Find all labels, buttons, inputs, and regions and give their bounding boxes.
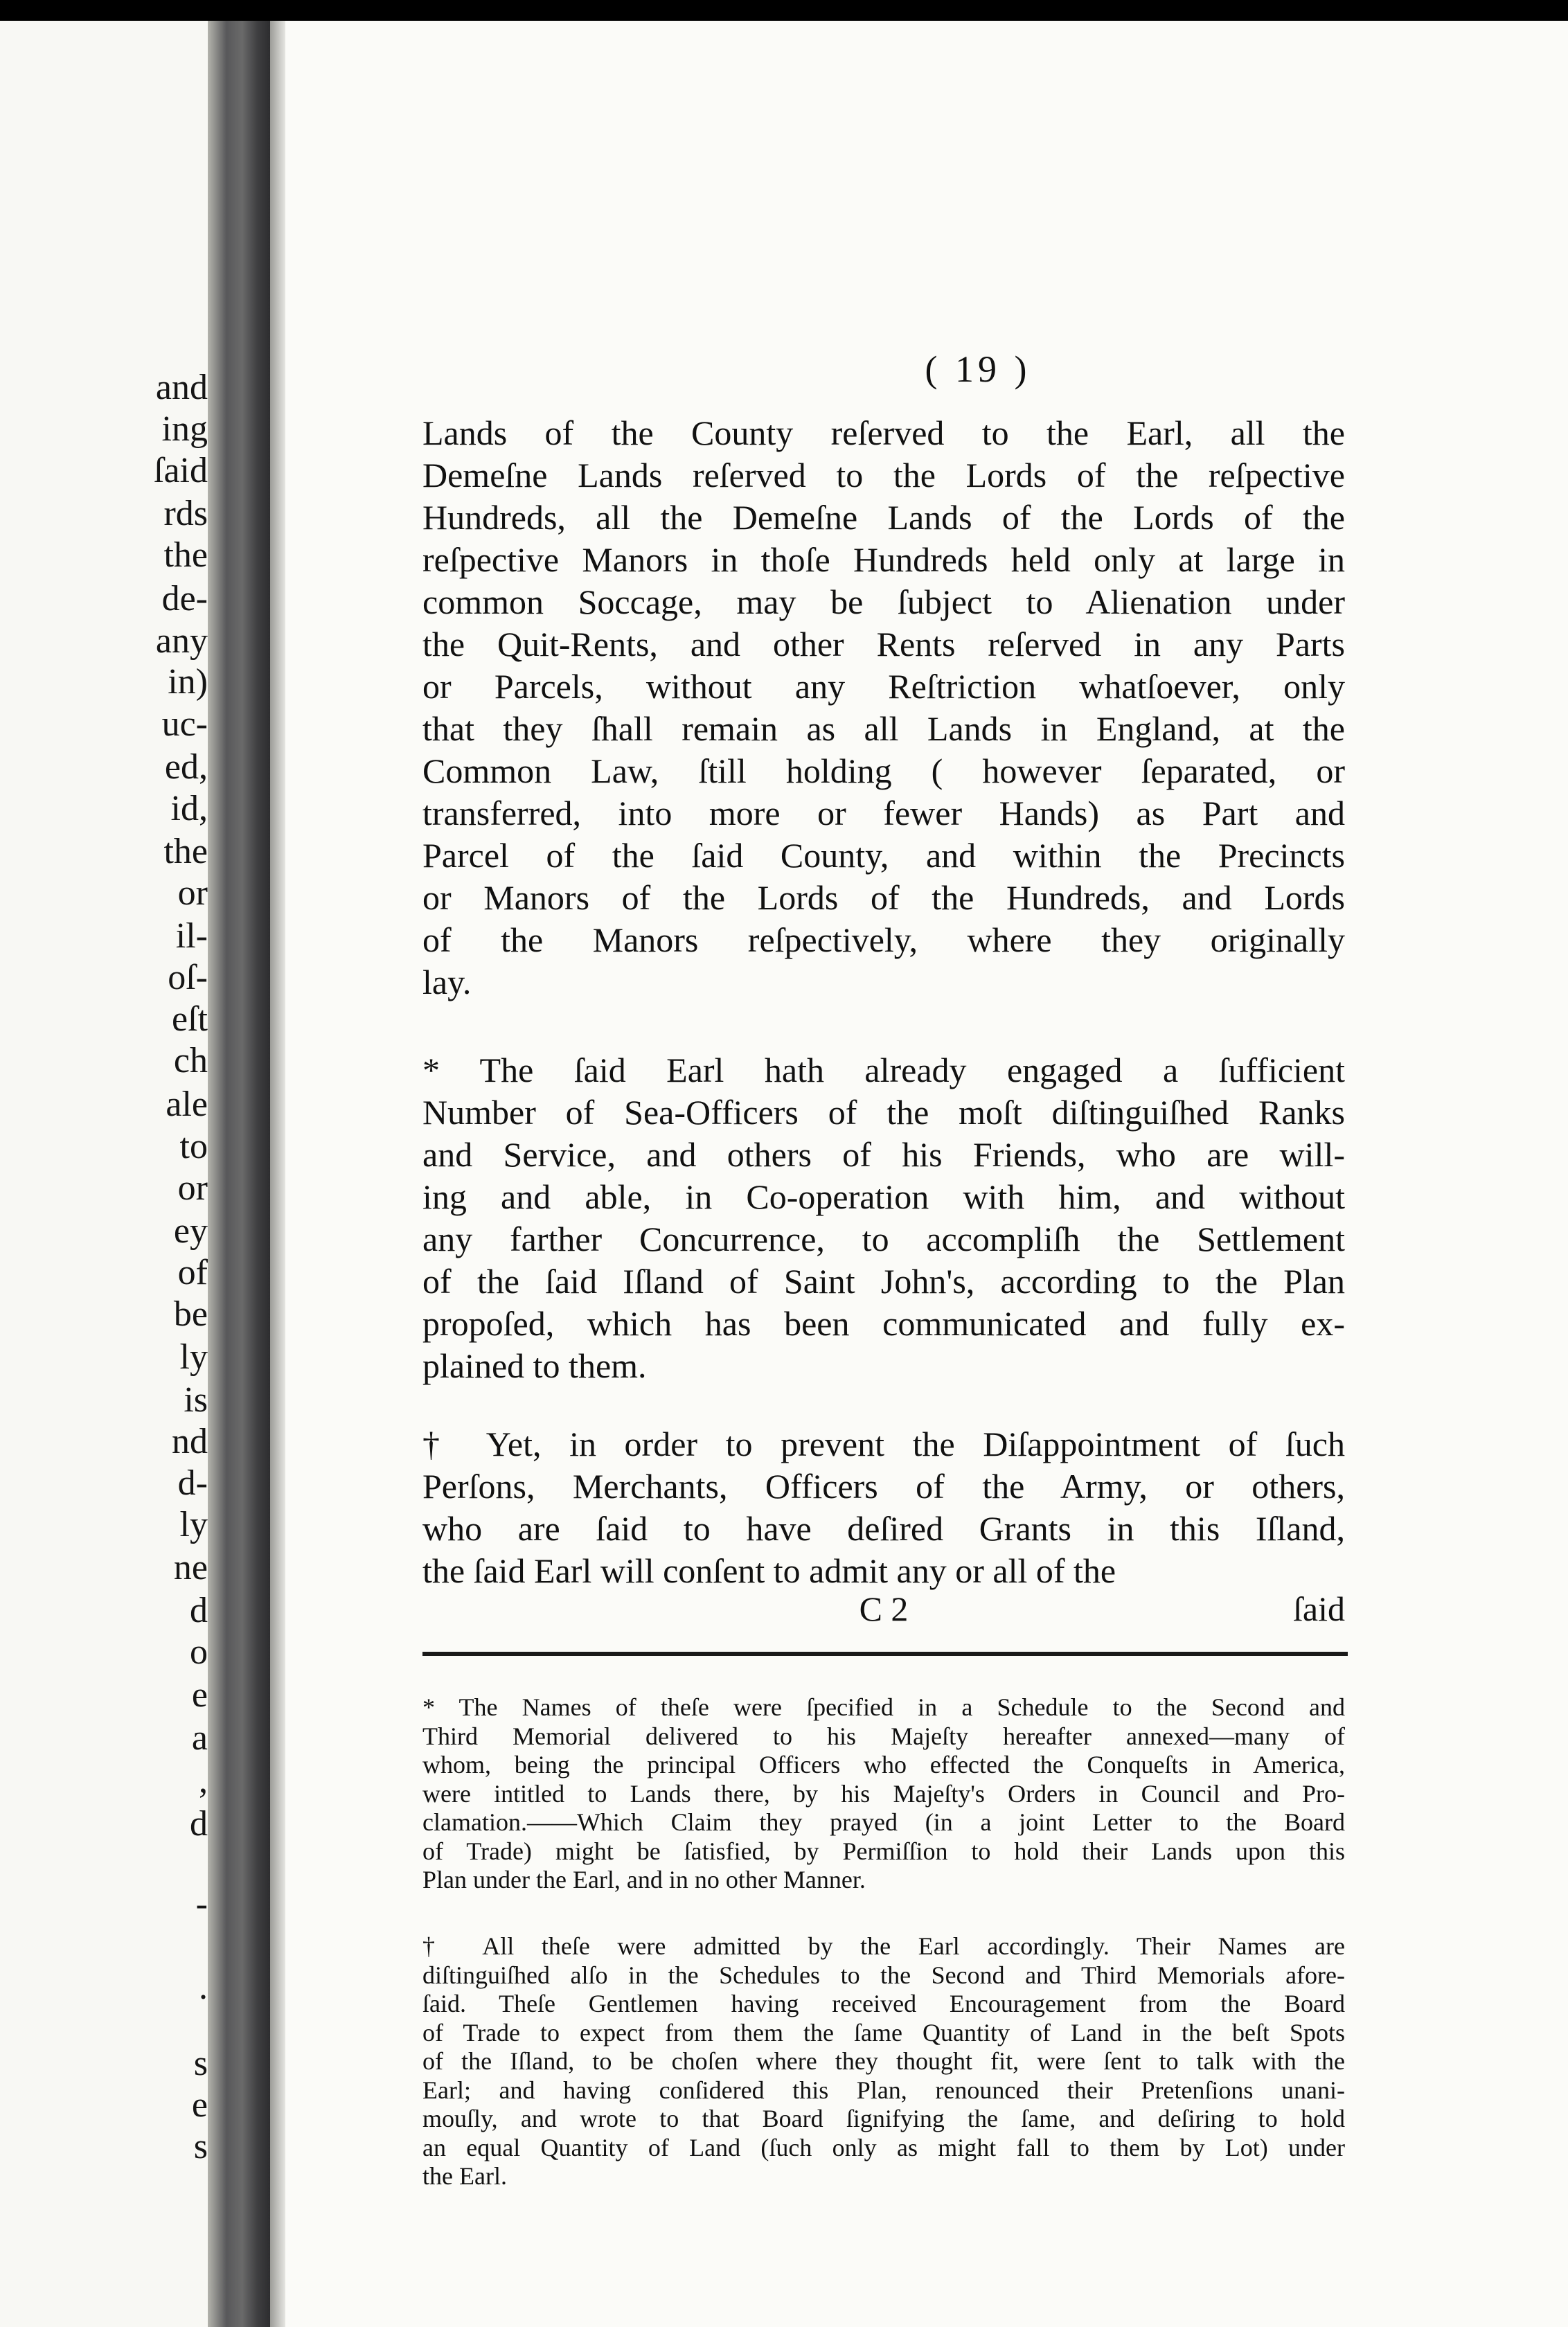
page-number: ( 19 ) [925,348,1031,390]
left-page-line-fragment: e [191,2085,208,2125]
left-page-line-fragment: id, [170,789,208,828]
left-page-line-fragment: ing [161,409,208,449]
left-page-edge [0,21,208,2327]
text-line: Lands of the County reſerved to the Earl, all the [422,413,1345,452]
text-line: Hundreds, all the Demeſne Lands of the Lords of the [422,498,1345,537]
text-line: * The ſaid Earl hath already engaged a ſufficient [422,1051,1345,1089]
footnote-line: whom, being the principal Officers who effected the Conqueſts in America, [422,1751,1345,1778]
signature-mark: C 2 [859,1589,909,1628]
body-paragraph [422,412,1345,1004]
body-paragraph [422,1049,1345,1387]
left-page-line-fragment: s [193,2127,208,2166]
footnote [422,1693,1345,1895]
text-line: the ſaid Earl will conſent to admit any or all of the [422,1551,1116,1590]
left-page-line-fragment: il- [175,916,208,956]
left-page-line-fragment: and [155,368,208,407]
book-gutter [208,21,270,2327]
footnote-line: Plan under the Earl, and in no other Manner. [422,1866,866,1893]
left-page-line-fragment: e [191,1675,208,1715]
left-page-line-fragment: . [199,1968,208,2007]
left-page-line-fragment: - [195,1884,208,1924]
text-line: reſpective Manors in thoſe Hundreds held only at large in [422,540,1345,579]
text-line: † Yet, in order to prevent the Diſappointment of ſuch [422,1425,1345,1463]
text-line: Demeſne Lands reſerved to the Lords of the reſpective [422,456,1345,494]
footnote-line: Third Memorial delivered to his Majeſty hereafter annexed—many of [422,1722,1345,1750]
signature-line [422,1588,1345,1630]
text-line: Parcel of the ſaid County, and within the Precincts [422,836,1345,875]
left-page-line-fragment: rds [163,494,208,533]
text-line: Perſons, Merchants, Officers of the Army, or others, [422,1467,1345,1506]
footnote [422,1932,1345,2191]
footnote-line: Earl; and having conſidered this Plan, renounced their Pretenſions unani- [422,2076,1345,2104]
left-page-line-fragment: is [184,1380,208,1420]
left-page-line-fragment: to [179,1127,208,1166]
text-line: of the Manors reſpectively, where they originally [422,920,1345,959]
left-page-line-fragment: or [177,873,208,913]
left-page-line-fragment: ey [173,1211,208,1251]
left-page-line-fragment: eſt [172,999,208,1039]
catchword: ſaid [1293,1589,1345,1628]
left-page-line-fragment: ale [166,1085,208,1124]
text-line: Number of Sea-Officers of the moſt diſtinguiſhed Ranks [422,1093,1345,1132]
text-line: plained to them. [422,1346,647,1385]
body-paragraph [422,1423,1345,1592]
text-line: transferred, into more or fewer Hands) as Part and [422,794,1345,832]
text-line: or Manors of the Lords of the Hundreds, and Lords [422,878,1345,917]
left-page-line-fragment: ſaid [154,451,208,490]
text-line: lay. [422,963,472,1001]
left-page-line-fragment: d- [177,1463,208,1503]
left-page-line-fragment: the [163,535,208,575]
left-page-line-fragment: ch [173,1041,208,1080]
footnote-rule [422,1652,1348,1656]
text-line: common Soccage, may be ſubject to Alienation under [422,582,1345,621]
left-page-line-fragment: be [173,1294,208,1334]
gutter-shadow [270,21,285,2327]
text-line: ing and able, in Co-operation with him, and without [422,1177,1345,1216]
text-line: that they ſhall remain as all Lands in England, at the [422,709,1345,748]
left-page-line-fragment: uc- [161,704,208,744]
left-page-line-fragment: a [191,1718,208,1758]
footnote-line: an equal Quantity of Land (ſuch only as might fall to them by Lot) under [422,2133,1345,2161]
left-page-line-fragment: the [163,832,208,871]
left-page-line-fragment: of [177,1253,208,1292]
left-page-line-fragment: s [193,2044,208,2083]
left-page-line-fragment: nd [172,1422,208,1461]
left-page-line-fragment: ed, [164,747,208,787]
left-page-line-fragment: in) [168,662,208,702]
footnote-line: ſaid. Theſe Gentlemen having received Encouragement from the Board [422,1990,1345,2017]
text-line: any farther Concurrence, to accompliſh the Settlement [422,1220,1345,1258]
text-line: and Service, and others of his Friends, who are will- [422,1135,1345,1174]
left-page-line-fragment: o [190,1632,208,1672]
scanned-book-spread [0,21,1568,2327]
footnote-line: were intitled to Lands there, by his Majeſty's Orders in Council and Pro- [422,1779,1345,1808]
text-line: of the ſaid Iſland of Saint John's, according to the Plan [422,1262,1345,1301]
footnote-line: the Earl. [422,2162,507,2190]
right-page [285,21,1568,2327]
footnote-line: diſtinguiſhed alſo in the Schedules to the Second and Third Memorials afore- [422,1961,1345,1989]
footnote-line: * The Names of theſe were ſpecified in a Schedule to the Second and [422,1693,1345,1721]
text-line: Common Law, ſtill holding ( however ſeparated, or [422,751,1345,790]
left-page-line-fragment: de- [161,579,208,618]
left-page-line-fragment: oſ- [168,958,208,997]
footnote-line: clamation.——Which Claim they prayed (in a joint Letter to the Board [422,1808,1345,1836]
left-page-line-fragment: ly [179,1337,208,1377]
footnote-line: of Trade) might be ſatisfied, by Permiſſion to hold their Lands upon this [422,1837,1345,1865]
footnote-line: of the Iſland, to be choſen where they thought fit, were ſent to talk with the [422,2047,1345,2075]
left-page-line-fragment: any [155,621,208,661]
left-page-line-fragment: d [190,1804,208,1844]
left-page-line-fragment: d [190,1591,208,1630]
text-line: the Quit-Rents, and other Rents reſerved in any Parts [422,625,1345,663]
footnote-line: mouſly, and wrote to that Board ſignifying the ſame, and deſiring to hold [422,2105,1345,2132]
text-line: who are ſaid to have deſired Grants in this Iſland, [422,1509,1345,1548]
left-page-line-fragment: or [177,1168,208,1208]
left-page-line-fragment: , [199,1761,208,1801]
footnote-line: of Trade to expect from them the ſame Quantity of Land in the beſt Spots [422,2018,1345,2047]
text-line: propoſed, which has been communicated and fully ex- [422,1304,1345,1343]
left-page-line-fragment: ne [173,1548,208,1587]
left-page-line-fragment: ly [179,1505,208,1544]
text-line: or Parcels, without any Reſtriction whatſoever, only [422,667,1345,706]
footnote-line: † All theſe were admitted by the Earl accordingly. Their Names are [422,1932,1345,1960]
